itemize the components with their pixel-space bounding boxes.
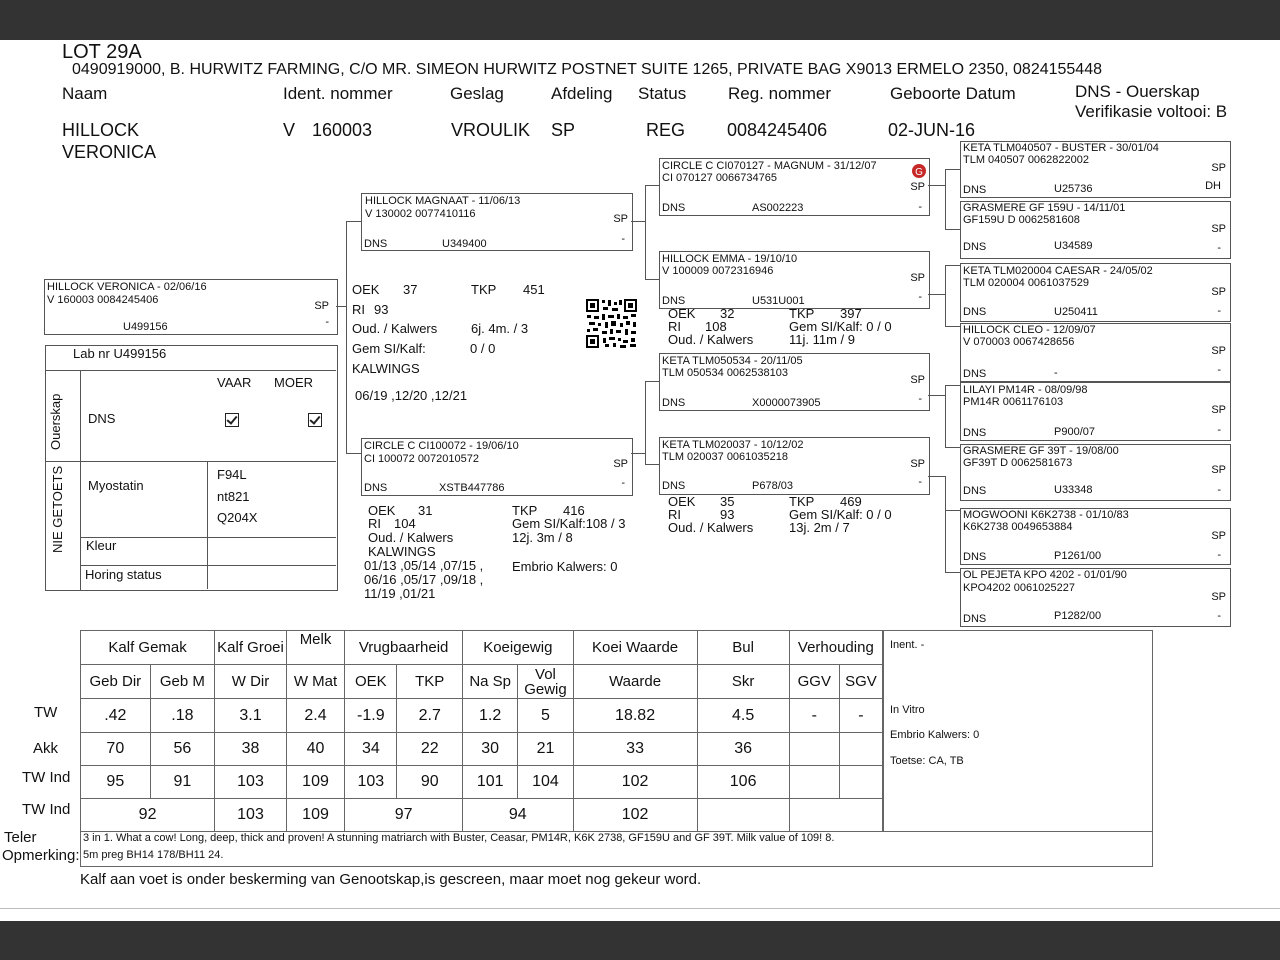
subj-oek-label: OEK [352,282,380,297]
ggp6-code: U33348 [1054,484,1093,496]
ggp1-sp: SP [1211,162,1226,174]
lab-nie-getoets: NIE GETOETS [50,465,65,553]
bv-group-koei-waarde: Koei Waarde [573,631,697,665]
ggp6-title: GRASMERE GF 39T - 19/08/00 [963,445,1119,457]
ggp-box-6 [960,444,1231,501]
subject-code: U499156 [123,321,168,333]
keta-oud-label: Oud. / Kalwers [668,520,754,535]
ggp4-dash: - [1217,364,1221,376]
moer-checkbox [308,413,322,427]
ggp6-ident: GF39T D 0062581673 [963,457,1073,469]
ggp8-sp: SP [1211,591,1226,603]
bv-col-oek: OEK [345,665,397,699]
label-geslag: Geslag [450,84,504,103]
side-embrio: Embrio Kalwers: 0 [890,729,980,741]
top-dark-bar [0,0,1280,40]
label-reg: Reg. nommer [728,84,831,103]
ggp-box-2 [960,201,1231,259]
bv-row-akk [81,733,883,766]
dam-ri-label: RI [368,516,381,531]
bv-group-koeigewig: Koeigewig [463,631,574,665]
bv-cell: 40 [286,733,344,766]
bv-cell: 36 [697,733,789,766]
gp2-dns: DNS [662,295,686,307]
ggp7-code: P1261/00 [1054,550,1102,562]
lab-vaar: VAAR [217,375,252,390]
ggp-box-8 [960,568,1231,627]
bv-cell [789,733,839,766]
bv-group-bul: Bul [697,631,789,665]
ggp1-code: U25736 [1054,183,1093,195]
gp3-ident: TLM 050534 0062538103 [662,367,788,379]
subj-tkp: 451 [523,282,545,297]
ggp2-dns: DNS [963,241,987,253]
gp4-dash: - [918,476,922,488]
animal-status: REG [646,120,686,140]
keta-gem: Gem SI/Kalf: 0 / 0 [789,507,892,522]
dam-gem: Gem SI/Kalf:108 / 3 [512,516,626,531]
bv-cell: - [839,699,882,733]
gp4-sp: SP [910,458,925,470]
label-afdeling: Afdeling [551,84,613,103]
bv-cell: 18.82 [573,699,697,733]
bottom-rule [0,908,1280,909]
subj-kalwings: 06/19 ,12/20 ,12/21 [355,388,468,403]
animal-dob: 02-JUN-16 [888,120,976,140]
bv-group-verhouding: Verhouding [789,631,882,665]
dam-sp: SP [613,458,628,470]
gp4-code: P678/03 [752,480,793,492]
myo-q204x: Q204X [217,510,258,525]
remarks-line-2: 5m preg BH14 178/BH11 24. [83,849,224,861]
side-info-box [883,630,1153,832]
lab-moer: MOER [274,375,313,390]
subject-dash: - [325,316,329,328]
side-in-vitro: In Vitro [890,704,925,716]
keta-oud: 13j. 2m / 7 [789,520,850,535]
ggp5-title: LILAYI PM14R - 08/09/98 [963,384,1088,396]
ggp5-dash: - [1217,424,1221,436]
dam-pedigree-box [361,438,633,496]
label-opmerking: Opmerking: [2,847,80,864]
side-inent: Inent. - [890,639,925,651]
bv-cell: 2.7 [397,699,463,733]
emma-oud-label: Oud. / Kalwers [668,332,754,347]
dam-title: CIRCLE C CI100072 - 19/06/10 [364,440,519,452]
gp-box-1 [659,158,930,216]
bv-cell: 102 [573,799,697,832]
gp1-dns: DNS [662,202,686,214]
row-label-akk: Akk [33,740,59,757]
ggp8-code: P1282/00 [1054,610,1102,622]
subj-tkp-label: TKP [471,282,497,297]
bv-cell [697,799,789,832]
gp2-code: U531U001 [752,295,805,307]
bv-cell: 109 [286,766,344,799]
sire-pedigree-box [361,193,633,251]
dam-dns: DNS [364,482,388,494]
dam-dash: - [621,477,625,489]
ggp2-code: U34589 [1054,240,1093,252]
ggp6-sp: SP [1211,464,1226,476]
emma-oek: 32 [720,306,735,321]
row-label-tw-ind-2: TW Ind [22,801,71,818]
remarks-box [80,831,1153,867]
subj-oud: 6j. 4m. / 3 [471,321,529,336]
bv-col-ggv: GGV [789,665,839,699]
dns-ouerskap: DNS - Ouerskap [1075,82,1200,101]
gp1-ident: CI 070127 0066734765 [662,172,777,184]
label-status: Status [638,84,687,103]
ggp-box-3 [960,263,1231,322]
side-toetse: Toetse: CA, TB [890,755,964,767]
bv-col-skr: Skr [697,665,789,699]
ggp-box-1 [960,141,1231,198]
sire-title: HILLOCK MAGNAAT - 11/06/13 [365,195,521,207]
keta-ri-label: RI [668,507,681,522]
dam-oud-label: Oud. / Kalwers [368,530,454,545]
subj-gem-label: Gem SI/Kalf: [352,341,426,356]
gp-box-4 [659,437,930,495]
emma-oek-label: OEK [668,306,696,321]
gp2-title: HILLOCK EMMA - 19/10/10 [662,253,798,265]
bv-cell: 102 [573,766,697,799]
ggp8-dash: - [1217,610,1221,622]
bv-cell: 92 [81,799,215,832]
bv-row-tw-ind [81,766,883,799]
dam-kalwings-label: KALWINGS [368,544,436,559]
verifikasie: Verifikasie voltooi: B [1075,102,1228,121]
bv-cell: 30 [463,733,518,766]
bv-group-melk: Melk [286,631,344,665]
row-label-tw-ind: TW Ind [22,769,71,786]
ggp2-title: GRASMERE GF 159U - 14/11/01 [963,202,1126,214]
bv-cell [789,799,882,832]
bv-group-row [81,631,883,665]
bv-cell: 1.2 [463,699,518,733]
ggp3-code: U250411 [1054,306,1098,318]
vaar-checkbox [225,413,239,427]
gp4-dns: DNS [662,480,686,492]
sire-code: U349400 [442,238,487,250]
animal-sex: VROULIK [451,120,531,140]
animal-section: SP [551,120,576,140]
keta-oek-label: OEK [668,494,696,509]
lab-horing: Horing status [85,567,162,582]
ggp2-sp: SP [1211,223,1226,235]
dam-oek: 31 [418,503,433,518]
ggp4-dns: DNS [963,368,987,380]
bv-cell: 94 [463,799,574,832]
sire-ident: V 130002 0077410116 [365,208,476,220]
ggp3-dash: - [1217,305,1221,317]
bv-cell: 5 [518,699,573,733]
gp1-title: CIRCLE C CI070127 - MAGNUM - 31/12/07 [662,160,877,172]
bv-cell: 95 [81,766,151,799]
bv-group-kalf-groei: Kalf Groei [215,631,287,665]
subject-pedigree-box [44,279,338,335]
sire-dash: - [621,233,625,245]
ggp-box-5 [960,382,1231,441]
dam-code: XSTB447786 [439,482,505,494]
myo-f94l: F94L [217,467,247,482]
ggp5-ident: PM14R 0061176103 [963,396,1064,408]
gp3-code: X0000073905 [752,397,821,409]
subj-oek: 37 [403,282,418,297]
sire-sp: SP [613,213,628,225]
ggp7-sp: SP [1211,530,1226,542]
ggp1-dns: DNS [963,184,987,196]
ggp3-sp: SP [1211,286,1226,298]
bv-cell: 34 [345,733,397,766]
ggp4-code: - [1054,367,1058,379]
animal-ident: 160003 [312,120,373,140]
emma-tkp-label: TKP [789,306,815,321]
gp4-title: KETA TLM020037 - 10/12/02 [662,439,804,451]
lab-dns: DNS [88,411,116,426]
bv-cell: 90 [397,766,463,799]
bv-cell: 3.1 [215,699,287,733]
subj-oud-label: Oud. / Kalwers [352,321,438,336]
ggp2-ident: GF159U D 0062581608 [963,214,1080,226]
label-geboorte: Geboorte Datum [890,84,1016,103]
ggp6-dns: DNS [963,485,987,497]
bv-cell: 70 [81,733,151,766]
dam-kalwings-3: 11/19 ,01/21 [364,586,436,601]
ggp4-sp: SP [1211,345,1226,357]
bv-cell: 38 [215,733,287,766]
dam-kalwings-1: 01/13 ,05/14 ,07/15 , [364,558,484,573]
emma-ri: 108 [705,319,727,334]
bv-col-geb-m: Geb M [150,665,215,699]
ggp4-title: HILLOCK CLEO - 12/09/07 [963,324,1096,336]
gp2-sp: SP [910,272,925,284]
lab-ouerskap: Ouerskap [48,393,63,450]
gp1-code: AS002223 [752,202,804,214]
ggp7-title: MOGWOONI K6K2738 - 01/10/83 [963,509,1129,521]
ggp5-dns: DNS [963,427,987,439]
ggp3-dns: DNS [963,306,987,318]
ggp8-dns: DNS [963,613,987,625]
ggp7-ident: K6K2738 0049653884 [963,521,1073,533]
gp3-dash: - [918,393,922,405]
gp2-dash: - [918,291,922,303]
ggp3-title: KETA TLM020004 CAESAR - 24/05/02 [963,265,1153,277]
ggp4-ident: V 070003 0067428656 [963,336,1075,348]
subj-kalwings-label: KALWINGS [352,361,420,376]
myo-nt821: nt821 [217,489,250,504]
subject-title: HILLOCK VERONICA - 02/06/16 [47,281,207,293]
bv-cell: -1.9 [345,699,397,733]
bv-col-w-dir: W Dir [215,665,287,699]
bv-cell: 4.5 [697,699,789,733]
bv-col-sgv: SGV [839,665,882,699]
ggp5-sp: SP [1211,404,1226,416]
subject-sp: SP [314,300,329,312]
ggp-box-7 [960,508,1231,565]
bv-row-tw-ind-group [81,799,883,832]
gp3-dns: DNS [662,397,686,409]
bv-cell: .18 [150,699,215,733]
bv-column-row [81,665,883,699]
sire-dns: DNS [364,238,388,250]
bv-col-geb-dir: Geb Dir [81,665,151,699]
subj-gem: 0 / 0 [470,341,496,356]
bv-group-vrugbaarheid: Vrugbaarheid [345,631,463,665]
bv-cell: 56 [150,733,215,766]
emma-oud: 11j. 11m / 9 [789,332,855,347]
keta-oek: 35 [720,494,735,509]
emma-ri-label: RI [668,319,681,334]
gp-box-3 [659,353,930,411]
gp1-dash: - [918,201,922,213]
bv-cell [839,733,882,766]
gp1-sp: SP [910,181,925,193]
keta-tkp: 469 [840,494,862,509]
label-naam: Naam [62,84,108,103]
ggp1-title: KETA TLM040507 - BUSTER - 30/01/04 [963,142,1159,154]
dam-tkp-label: TKP [512,503,538,518]
subject-ident: V 160003 0084245406 [47,294,159,306]
footer-note: Kalf aan voet is onder beskerming van Genootskap,is gescreen, maar moet nog gekeur word. [80,871,702,888]
bv-cell [839,766,882,799]
emma-gem: Gem SI/Kalf: 0 / 0 [789,319,892,334]
bottom-dark-bar [0,921,1280,960]
bv-cell: .42 [81,699,151,733]
ggp8-title: OL PEJETA KPO 4202 - 01/01/90 [963,569,1127,581]
dam-oud: 12j. 3m / 8 [512,530,573,545]
svg-text:G: G [915,167,923,178]
bv-cell: 21 [518,733,573,766]
dam-oek-label: OEK [368,503,396,518]
gp-box-2 [659,251,930,309]
ggp5-code: P900/07 [1054,426,1095,438]
bv-cell: 103 [215,799,287,832]
bv-cell: 101 [463,766,518,799]
breeding-values-table [80,630,883,832]
gp3-title: KETA TLM050534 - 20/11/05 [662,355,803,367]
lab-kleur: Kleur [86,538,117,553]
bv-cell: - [789,699,839,733]
bv-cell: 22 [397,733,463,766]
label-teler: Teler [4,829,37,846]
bv-col-waarde: Waarde [573,665,697,699]
bv-group-kalf-gemak: Kalf Gemak [81,631,215,665]
remarks-line-1: 3 in 1. What a cow! Long, deep, thick and proven! A stunning matriarch with Buster, Ceasar, PM14R, K6K 2738, GF159U and GF 39T. Milk value of 109! 8. [83,832,835,844]
bv-cell: 103 [215,766,287,799]
emma-tkp: 397 [840,306,862,321]
bv-cell [789,766,839,799]
animal-ident-prefix: V [283,120,296,140]
dam-kalwings-2: 06/16 ,05/17 ,09/18 , [364,572,484,587]
gp2-ident: V 100009 0072316946 [662,265,774,277]
dam-tkp: 416 [563,503,585,518]
ggp7-dash: - [1217,549,1221,561]
dam-ident: CI 100072 0072010572 [364,453,479,465]
lab-myostatin: Myostatin [88,478,144,493]
bv-row-tw [81,699,883,733]
bv-col-w-mat: W Mat [286,665,344,699]
keta-tkp-label: TKP [789,494,815,509]
ggp7-dns: DNS [963,551,987,563]
animal-reg: 0084245406 [727,120,828,140]
row-label-tw: TW [34,704,58,721]
ggp-box-4 [960,323,1231,382]
owner-line: 0490919000, B. HURWITZ FARMING, C/O MR. SIMEON HURWITZ POSTNET SUITE 1265, PRIVATE BAG X9013 ERMELO 2350, 0824155448 [72,61,1102,78]
bv-cell: 109 [286,799,344,832]
bv-cell: 97 [345,799,463,832]
bv-col-vol-gewig: Vol Gewig [518,665,573,699]
qr-code [585,298,638,349]
subj-ri: 93 [374,302,389,317]
dam-ri: 104 [394,516,416,531]
gp4-ident: TLM 020037 0061035218 [662,451,788,463]
animal-name-2: VERONICA [62,142,157,162]
ggp6-dash: - [1217,484,1221,496]
bv-col-na-sp: Na Sp [463,665,518,699]
ggp2-dash: - [1217,242,1221,254]
ggp1-dh: DH [1205,180,1221,192]
label-ident: Ident. nommer [283,84,393,103]
bv-cell: 91 [150,766,215,799]
dam-embrio: Embrio Kalwers: 0 [512,559,618,574]
lot-number: LOT 29A [62,41,142,63]
bv-cell: 103 [345,766,397,799]
bv-col-tkp: TKP [397,665,463,699]
subj-ri-label: RI [352,302,365,317]
bv-cell: 2.4 [286,699,344,733]
bv-cell: 106 [697,766,789,799]
ggp1-ident: TLM 040507 0062822002 [963,154,1089,166]
animal-name-1: HILLOCK [62,120,140,140]
lab-nr: Lab nr U499156 [73,346,167,361]
bv-cell: 33 [573,733,697,766]
ggp8-ident: KPO4202 0061025227 [963,582,1075,594]
bv-cell: 104 [518,766,573,799]
logo-icon [911,163,927,179]
ggp3-ident: TLM 020004 0061037529 [963,277,1089,289]
keta-ri: 93 [720,507,735,522]
gp3-sp: SP [910,374,925,386]
